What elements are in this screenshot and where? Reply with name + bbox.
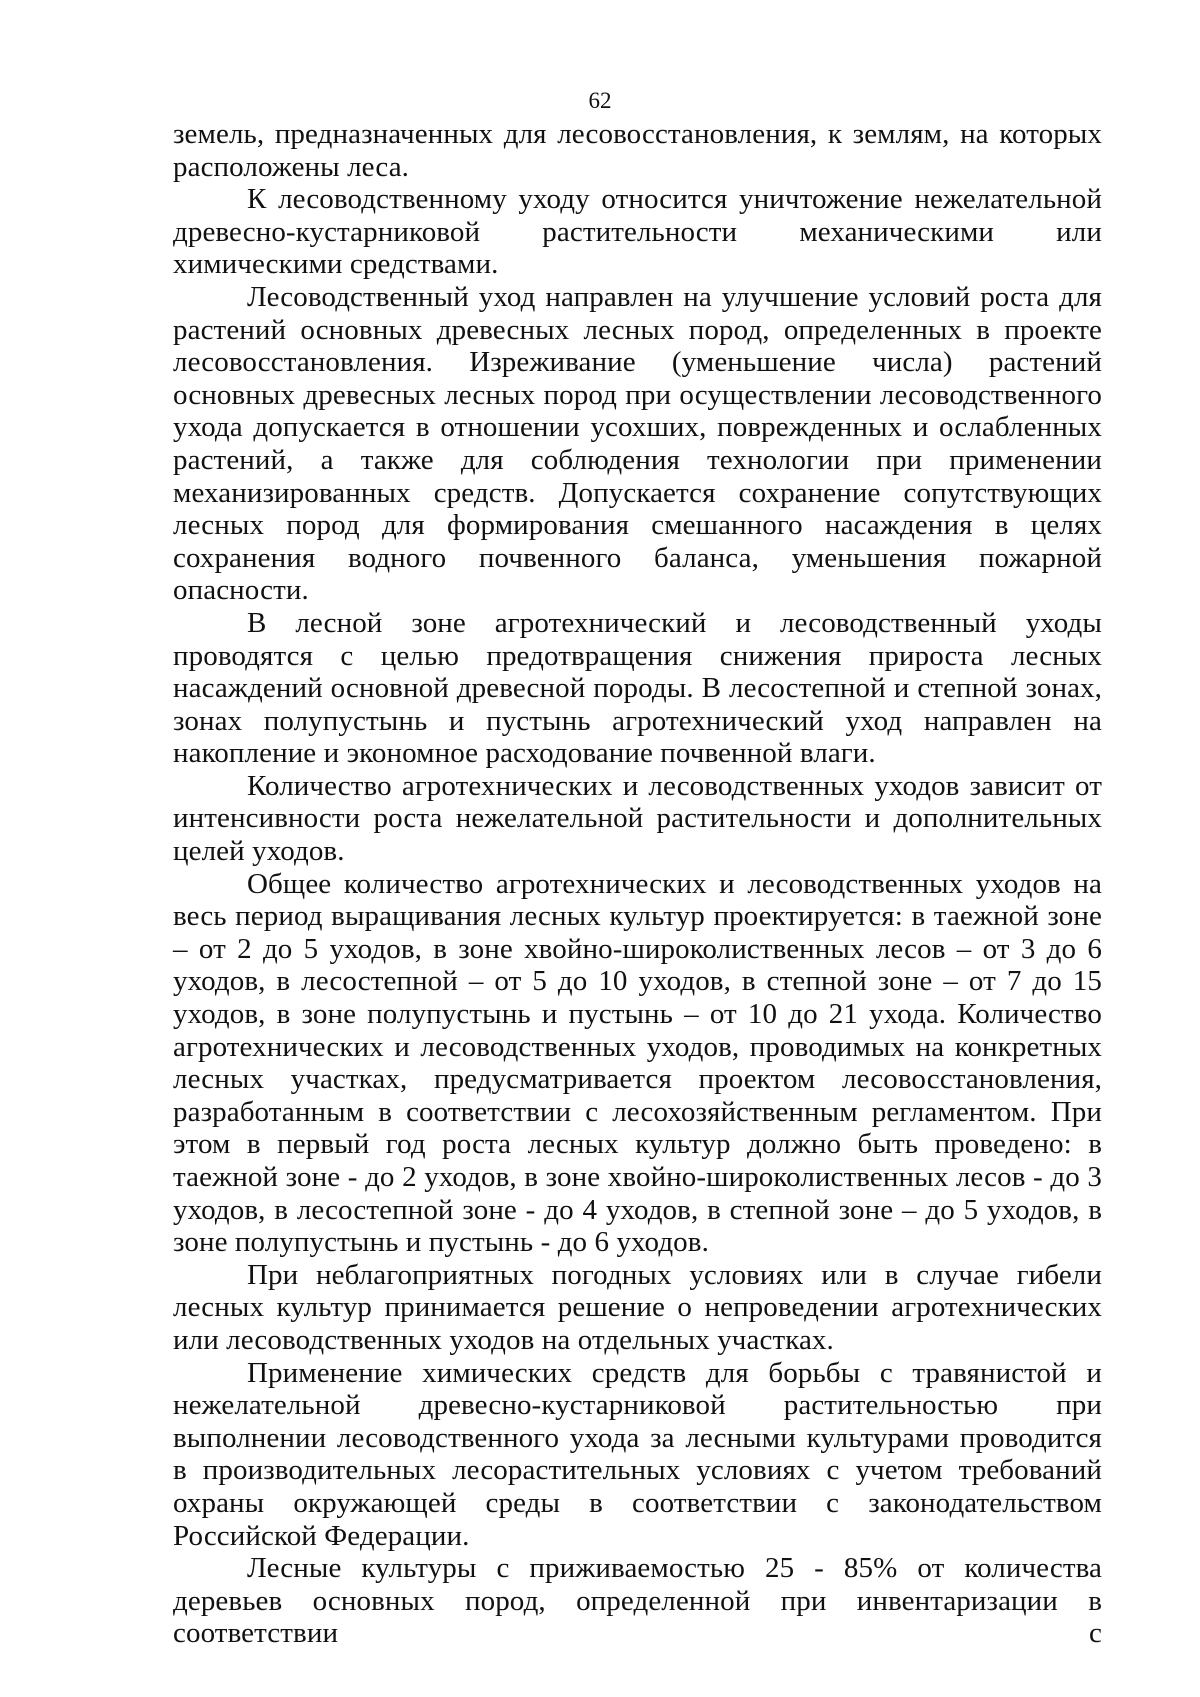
paragraph-chemical-means: Применение химических средств для борьбы с травянистой и нежелательной древесно-кустарниковой растительностью при выполнении лесоводственного ухода за лесными культурами проводится в производительных лесорастительных условиях с учетом требований охраны окружающей среды в соответствии с законодательством Российской Федерации. [173, 1356, 1102, 1552]
paragraph-care-count-by-zone: Общее количество агротехнических и лесоводственных уходов на весь период выращивания лесных культур проектируется: в таежной зоне – от 2 до 5 уходов, в зоне хвойно-широколиственных лесов – от 3 до 6 уходов, в лесостепной – от 5 до 10 уходов, в степной зоне – от 7 до 15 уходов, в зоне полупустынь и пустынь – от 10 до 21 ухода. Количество агротехнических и лесоводственных уходов, проводимых на конкретных лесных участках, предусматривается проектом лесовосстановления, разработанным в соответствии с лесохозяйственным регламентом. При этом в первый год роста лесных культур должно быть проведено: в таежной зоне - до 2 уходов, в зоне хвойно-широколиственных лесов - до 3 уходов, в лесостепной зоне - до 4 уходов, в степной зоне – до 5 уходов, в зоне полупустынь и пустынь - до 6 уходов. [173, 867, 1102, 1259]
paragraph-forest-zone-care: В лесной зоне агротехнический и лесоводственный уходы проводятся с целью предотвращения снижения прироста лесных насаждений основной древесной породы. В лесостепной и степной зонах, зонах полупустынь и пустынь агротехнический уход направлен на накопление и экономное расходование почвенной влаги. [173, 606, 1102, 770]
page-number: 62 [588, 88, 612, 113]
document-body [173, 118, 1102, 1650]
paragraph-survival-rate: Лесные культуры с приживаемостью 25 - 85% от количества деревьев основных пород, определенной при инвентаризации в соответствии с [173, 1552, 1102, 1650]
paragraph-silvicultural-care-definition: К лесоводственному уходу относится уничтожение нежелательной древесно-кустарниковой растительности механическими или химическими средствами. [173, 183, 1102, 281]
paragraph-silvicultural-care-purpose: Лесоводственный уход направлен на улучшение условий роста для растений основных древесных лесных пород, определенных в проекте лесовосстановления. Изреживание (уменьшение числа) растений основных древесных лесных пород при осуществлении лесоводственного ухода допускается в отношении усохших, поврежденных и ослабленных растений, а также для соблюдения технологии при применении механизированных средств. Допускается сохранение сопутствующих лесных пород для формирования смешанного насаждения в целях сохранения водного почвенного баланса, уменьшения пожарной опасности. [173, 280, 1102, 607]
paragraph-continuation: земель, предназначенных для лесовосстановления, к землям, на которых расположены леса. [173, 118, 1102, 183]
paragraph-adverse-conditions: При неблагоприятных погодных условиях или в случае гибели лесных культур принимается решение о непроведении агротехнических или лесоводственных уходов на отдельных участках. [173, 1258, 1102, 1356]
paragraph-care-count-factors: Количество агротехнических и лесоводственных уходов зависит от интенсивности роста нежелательной растительности и дополнительных целей уходов. [173, 769, 1102, 868]
